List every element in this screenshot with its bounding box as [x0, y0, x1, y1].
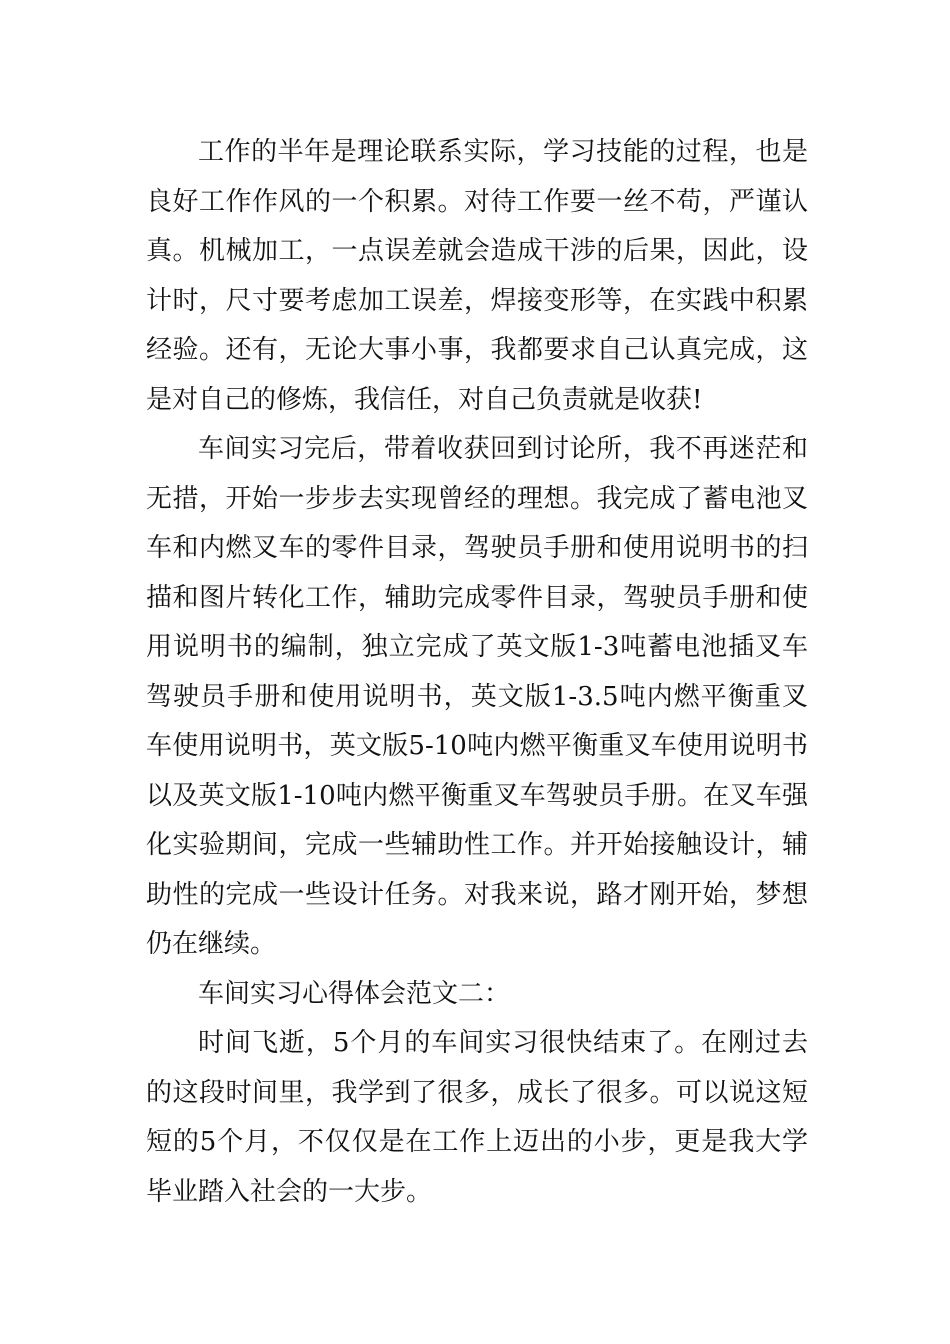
section-heading-sample-two: 车间实习心得体会范文二：: [198, 978, 511, 1009]
paragraph-work-half-year: 工作的半年是理论联系实际，学习技能的过程，也是良好工作作风的一个积累。对待工作要一丝不苟，严谨认真。机械加工，一点误差就会造成干涉的后果，因此，设计时，尺寸要考虑加工误差，焊接变形等，在实践中积累经验。还有，无论大事小事，我都要求自己认真完成，这是对自己的修炼，我信任，对自己负责就是收获!: [146, 137, 808, 415]
paragraph-after-workshop: 车间实习完后，带着收获回到讨论所，我不再迷茫和无措，开始一步步去实现曾经的理想。我完成了蓄电池叉车和内燃叉车的零件目录，驾驶员手册和使用说明书的扫描和图片转化工作，辅助完成零件目录，驾驶员手册和使用说明书的编制，独立完成了英文版1-3吨蓄电池插叉车驾驶员手册和使用说明书，英文版1-3.5吨内燃平衡重叉车使用说明书，英文版5-10吨内燃平衡重叉车使用说明书以及英文版1-10吨内燃平衡重叉车驾驶员手册。在叉车强化实验期间，完成一些辅助性工作。并开始接触设计，辅助性的完成一些设计任务。对我来说，路才刚开始，梦想仍在继续。: [146, 434, 808, 959]
paragraph-time-flies: 时间飞逝，5个月的车间实习很快结束了。在刚过去的这段时间里，我学到了很多，成长了很多。可以说这短短的5个月，不仅仅是在工作上迈出的小步，更是我大学毕业踏入社会的一大步。: [146, 1028, 808, 1207]
document-body: [146, 128, 808, 1217]
